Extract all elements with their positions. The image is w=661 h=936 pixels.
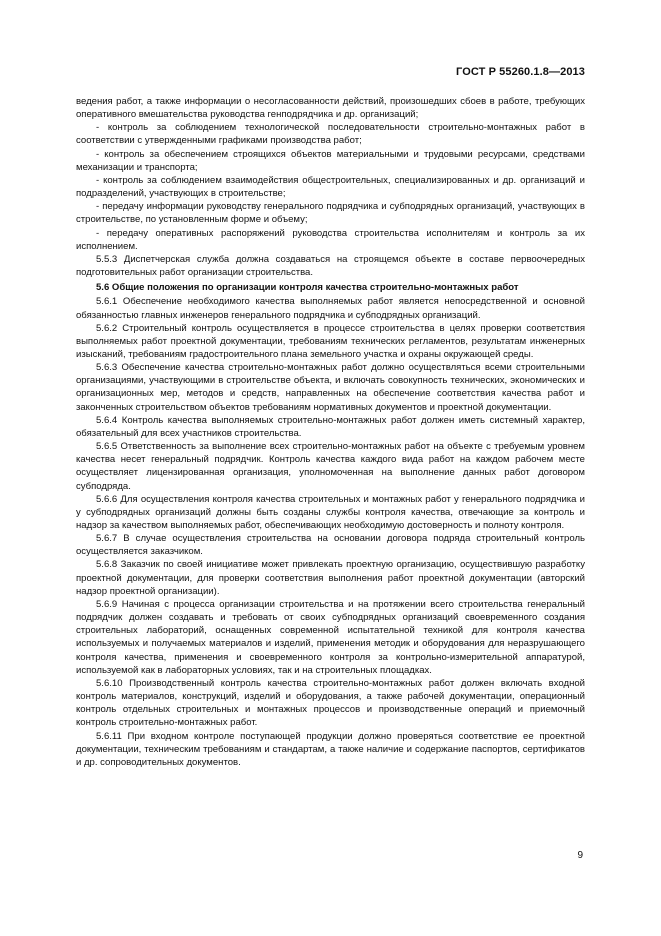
clause-5-6-3: 5.6.3 Обеспечение качества строительно-монтажных работ должно осуществляться всеми строительными организациями, участвующими в строительстве объекта, и включать совокупность технических, экономических и организационных мер, методов и средств, направленных на обеспечение соответствия качества работ и законченных строительством объектов требованиям нормативных документов и проектной документации.: [76, 362, 585, 413]
clause-5-6-4: 5.6.4 Контроль качества выполняемых строительно-монтажных работ должен иметь системный характер, обязательный для всех участников строительства.: [76, 414, 585, 439]
clause-5-6-11: 5.6.11 При входном контроле поступающей продукции должно проверяться соответствие ее проектной документации, техническим требованиям и стандартам, а также наличие и содержание паспортов, сертификатов и др. сопроводительных документов.: [76, 730, 585, 768]
paragraph: ведения работ, а также информации о несогласованности действий, произошедших сбоев в работе, требующих оперативного вмешательства руководства генподрядчика и др. организаций;: [76, 96, 585, 121]
clause-5-6-1: 5.6.1 Обеспечение необходимого качества выполняемых работ является непосредственной и основной обязанностью главных инженеров генерального подрядчика и субподрядных организаций.: [76, 296, 585, 321]
clause-5-6-9: 5.6.9 Начиная с процесса организации строительства и на протяжении всего строительства генеральный подрядчик должен создавать и требовать от своих субподрядных организаций своевременного создания строительных лабораторий, оснащенных современной испытательной техникой для контроля качества используемых и получаемых материалов и изделий, применения методик и оборудования для неразрушающего контроля качества, применения и своевременного контроля за контрольно-измерительной аппаратурой, используемой как в лабораторных условиях, так и на строительных площадках.: [76, 598, 585, 676]
clause-5-6-6: 5.6.6 Для осуществления контроля качества строительных и монтажных работ у генерального подрядчика и у субподрядных организаций должны быть созданы службы контроля качества, отвечающие за контроль и надзор за качеством выполняемых работ, обеспечивающих необходимую достоверность и полноту контроля.: [76, 493, 585, 531]
list-item: - контроль за обеспечением строящихся объектов материальными и трудовыми ресурсами, средствами механизации и транспорта;: [76, 148, 585, 173]
clause-5-5-3: 5.5.3 Диспетчерская служба должна создаваться на строящемся объекте в составе первоочередных подготовительных работ организации строительства.: [76, 253, 585, 279]
list-item: - контроль за соблюдением взаимодействия общестроительных, специализированных и др. организаций и подразделений, участвующих в строительстве;: [76, 174, 585, 200]
list-item: - передачу оперативных распоряжений руководства строительства исполнителям и контроль за их исполнением.: [76, 227, 585, 252]
clause-5-6-8: 5.6.8 Заказчик по своей инициативе может привлекать проектную организацию, осуществившую разработку проектной документации, для проверки соответствия выполнения работ проектной документации (авторский надзор проектной организации).: [76, 559, 585, 597]
body-text: [76, 95, 585, 769]
section-heading-5-6: 5.6 Общие положения по организации контроля качества строительно-монтажных работ: [96, 282, 519, 294]
clause-5-6-5: 5.6.5 Ответственность за выполнение всех строительно-монтажных работ на объекте с требуемым уровнем качества несет генеральный подрядчик. Контроль качества каждого вида работ на каждом рабочем месте осуществляет лицензированная организация, уполномоченная на выполнение данных работ договором субподряда.: [76, 441, 585, 492]
clause-5-6-10: 5.6.10 Производственный контроль качества строительно-монтажных работ должен включать входной контроль материалов, конструкций, изделий и оборудования, а также рабочей документации, операционный контроль отдельных строительных и монтажных процессов и производственные операций и приемочный контроль строительно-монтажных работ.: [76, 677, 585, 729]
clause-5-6-2: 5.6.2 Строительный контроль осуществляется в процессе строительства в целях проверки соответствия выполняемых работ проектной документации, требованиям технических регламентов, результатам инженерных изысканий, требованиям градостроительного плана земельного участка и охраны окружающей среды.: [76, 322, 585, 360]
page-number: 9: [577, 850, 583, 861]
clause-5-6-7: 5.6.7 В случае осуществления строительства на основании договора подряда строительный контроль осуществляется заказчиком.: [76, 533, 585, 558]
list-item: - передачу информации руководству генерального подрядчика и субподрядных организаций, участвующих в строительстве, по установленным форме и объему;: [76, 201, 585, 226]
list-item: - контроль за соблюдением технологической последовательности строительно-монтажных работ в соответствии с утвержденными графиками производства работ;: [76, 122, 585, 147]
document-code: ГОСТ Р 55260.1.8—2013: [456, 66, 585, 78]
